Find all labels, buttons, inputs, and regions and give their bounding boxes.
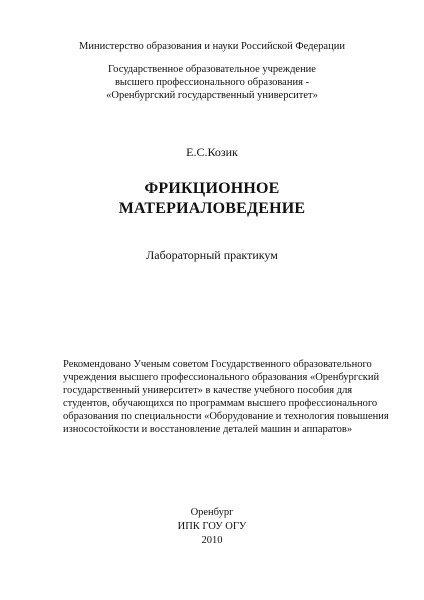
institution-line: Государственное образовательное учреждение [108,64,316,75]
institution-line: высшего профессионального образования - [114,77,310,88]
imprint-city: Оренбург [190,507,234,518]
recommendation-line: студентов, обучающихся по программам высшего профессионального [63,397,378,409]
author-name: Е.С.Козик [186,145,238,159]
recommendation-line: износостойкости и восстановление деталей машин и аппаратов» [63,423,353,435]
recommendation-line: образования по специальности «Оборудование и технология повышения [63,410,389,422]
book-title [0,179,424,219]
recommendation-line: учреждения высшего профессионального образования «Оренбургский [63,371,380,383]
recommendation-line: Рекомендовано Ученым советом Государственного образовательного [63,358,372,370]
title-line: МАТЕРИАЛОВЕДЕНИЕ [118,200,306,217]
imprint-publisher: ИПК ГОУ ОГУ [177,521,247,532]
institution-line: «Оренбургский государственный университет» [106,90,318,101]
imprint-year: 2010 [201,535,223,546]
book-subtitle: Лабораторный практикум [146,248,278,262]
imprint [0,506,424,548]
title-line: ФРИКЦИОННОЕ [144,180,280,197]
ministry-name: Министерство образования и науки Российской Федерации [79,41,345,52]
recommendation-line: государственный университет» в качестве учебного пособия для [63,384,353,396]
institution-name [0,63,424,102]
recommendation-text [63,358,389,436]
